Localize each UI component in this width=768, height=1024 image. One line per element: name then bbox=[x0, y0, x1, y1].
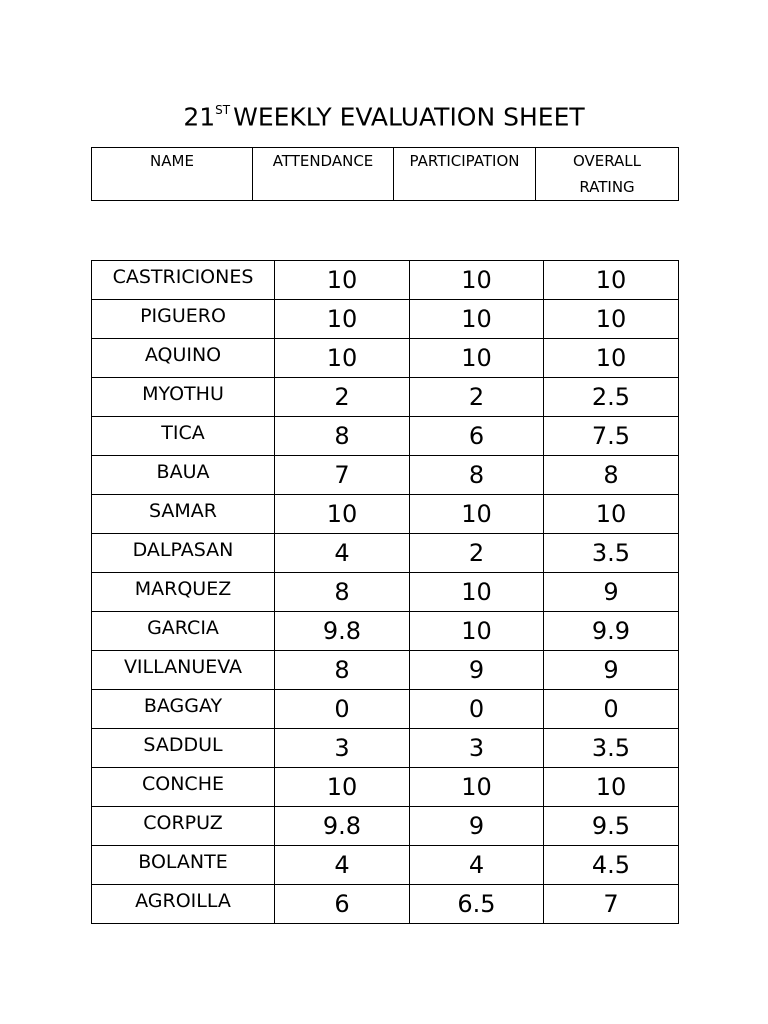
table-row bbox=[92, 534, 679, 573]
table-row bbox=[92, 417, 679, 456]
attendance-cell: 3 bbox=[275, 729, 410, 768]
student-name-cell: DALPASAN bbox=[92, 534, 275, 573]
header-table bbox=[91, 147, 679, 201]
title-rest: WEEKLY EVALUATION SHEET bbox=[233, 102, 585, 132]
table-row bbox=[92, 573, 679, 612]
participation-cell: 0 bbox=[410, 690, 544, 729]
participation-cell: 2 bbox=[410, 534, 544, 573]
student-name-cell: MYOTHU bbox=[92, 378, 275, 417]
participation-cell: 3 bbox=[410, 729, 544, 768]
participation-cell: 2 bbox=[410, 378, 544, 417]
student-name-cell: VILLANUEVA bbox=[92, 651, 275, 690]
participation-cell: 4 bbox=[410, 846, 544, 885]
attendance-cell: 4 bbox=[275, 846, 410, 885]
overall-rating-cell: 0 bbox=[544, 690, 679, 729]
attendance-cell: 8 bbox=[275, 573, 410, 612]
attendance-cell: 7 bbox=[275, 456, 410, 495]
student-name-cell: BAUA bbox=[92, 456, 275, 495]
attendance-cell: 8 bbox=[275, 417, 410, 456]
table-row bbox=[92, 378, 679, 417]
student-name-cell: BAGGAY bbox=[92, 690, 275, 729]
overall-rating-cell: 9 bbox=[544, 651, 679, 690]
table-row bbox=[92, 495, 679, 534]
header-overall-rating: OVERALL RATING bbox=[536, 148, 679, 201]
student-name-cell: CASTRICIONES bbox=[92, 261, 275, 300]
overall-rating-cell: 10 bbox=[544, 339, 679, 378]
overall-rating-cell: 10 bbox=[544, 495, 679, 534]
participation-cell: 6.5 bbox=[410, 885, 544, 924]
attendance-cell: 10 bbox=[275, 339, 410, 378]
participation-cell: 9 bbox=[410, 651, 544, 690]
table-row bbox=[92, 690, 679, 729]
student-name-cell: PIGUERO bbox=[92, 300, 275, 339]
attendance-cell: 6 bbox=[275, 885, 410, 924]
table-row bbox=[92, 339, 679, 378]
overall-rating-cell: 3.5 bbox=[544, 729, 679, 768]
table-row bbox=[92, 612, 679, 651]
evaluation-table-body bbox=[92, 261, 679, 924]
overall-rating-cell: 2.5 bbox=[544, 378, 679, 417]
attendance-cell: 2 bbox=[275, 378, 410, 417]
attendance-cell: 4 bbox=[275, 534, 410, 573]
student-name-cell: MARQUEZ bbox=[92, 573, 275, 612]
attendance-cell: 8 bbox=[275, 651, 410, 690]
attendance-cell: 10 bbox=[275, 261, 410, 300]
overall-rating-cell: 3.5 bbox=[544, 534, 679, 573]
title-superscript: ST bbox=[215, 103, 231, 117]
title-prefix: 21 bbox=[183, 102, 216, 132]
overall-rating-cell: 7.5 bbox=[544, 417, 679, 456]
attendance-cell: 10 bbox=[275, 300, 410, 339]
table-row bbox=[92, 300, 679, 339]
table-row bbox=[92, 768, 679, 807]
attendance-cell: 9.8 bbox=[275, 807, 410, 846]
participation-cell: 10 bbox=[410, 768, 544, 807]
evaluation-table bbox=[91, 260, 679, 924]
table-row bbox=[92, 456, 679, 495]
header-name: NAME bbox=[92, 148, 253, 201]
student-name-cell: BOLANTE bbox=[92, 846, 275, 885]
overall-rating-cell: 7 bbox=[544, 885, 679, 924]
participation-cell: 10 bbox=[410, 300, 544, 339]
overall-rating-cell: 9.5 bbox=[544, 807, 679, 846]
overall-rating-cell: 9.9 bbox=[544, 612, 679, 651]
student-name-cell: CORPUZ bbox=[92, 807, 275, 846]
participation-cell: 10 bbox=[410, 261, 544, 300]
page-title bbox=[0, 94, 768, 135]
attendance-cell: 9.8 bbox=[275, 612, 410, 651]
table-row bbox=[92, 261, 679, 300]
overall-rating-cell: 10 bbox=[544, 261, 679, 300]
student-name-cell: AQUINO bbox=[92, 339, 275, 378]
student-name-cell: AGROILLA bbox=[92, 885, 275, 924]
participation-cell: 10 bbox=[410, 339, 544, 378]
overall-rating-cell: 8 bbox=[544, 456, 679, 495]
participation-cell: 10 bbox=[410, 495, 544, 534]
participation-cell: 8 bbox=[410, 456, 544, 495]
student-name-cell: GARCIA bbox=[92, 612, 275, 651]
header-participation: PARTICIPATION bbox=[394, 148, 536, 201]
attendance-cell: 10 bbox=[275, 768, 410, 807]
attendance-cell: 10 bbox=[275, 495, 410, 534]
header-attendance: ATTENDANCE bbox=[253, 148, 394, 201]
table-row bbox=[92, 885, 679, 924]
student-name-cell: SADDUL bbox=[92, 729, 275, 768]
overall-rating-cell: 4.5 bbox=[544, 846, 679, 885]
attendance-cell: 0 bbox=[275, 690, 410, 729]
student-name-cell: TICA bbox=[92, 417, 275, 456]
header-row bbox=[92, 148, 679, 201]
overall-rating-cell: 10 bbox=[544, 768, 679, 807]
participation-cell: 10 bbox=[410, 573, 544, 612]
participation-cell: 9 bbox=[410, 807, 544, 846]
student-name-cell: CONCHE bbox=[92, 768, 275, 807]
overall-rating-cell: 9 bbox=[544, 573, 679, 612]
participation-cell: 10 bbox=[410, 612, 544, 651]
overall-rating-cell: 10 bbox=[544, 300, 679, 339]
table-row bbox=[92, 651, 679, 690]
participation-cell: 6 bbox=[410, 417, 544, 456]
table-row bbox=[92, 807, 679, 846]
table-row bbox=[92, 729, 679, 768]
student-name-cell: SAMAR bbox=[92, 495, 275, 534]
table-row bbox=[92, 846, 679, 885]
